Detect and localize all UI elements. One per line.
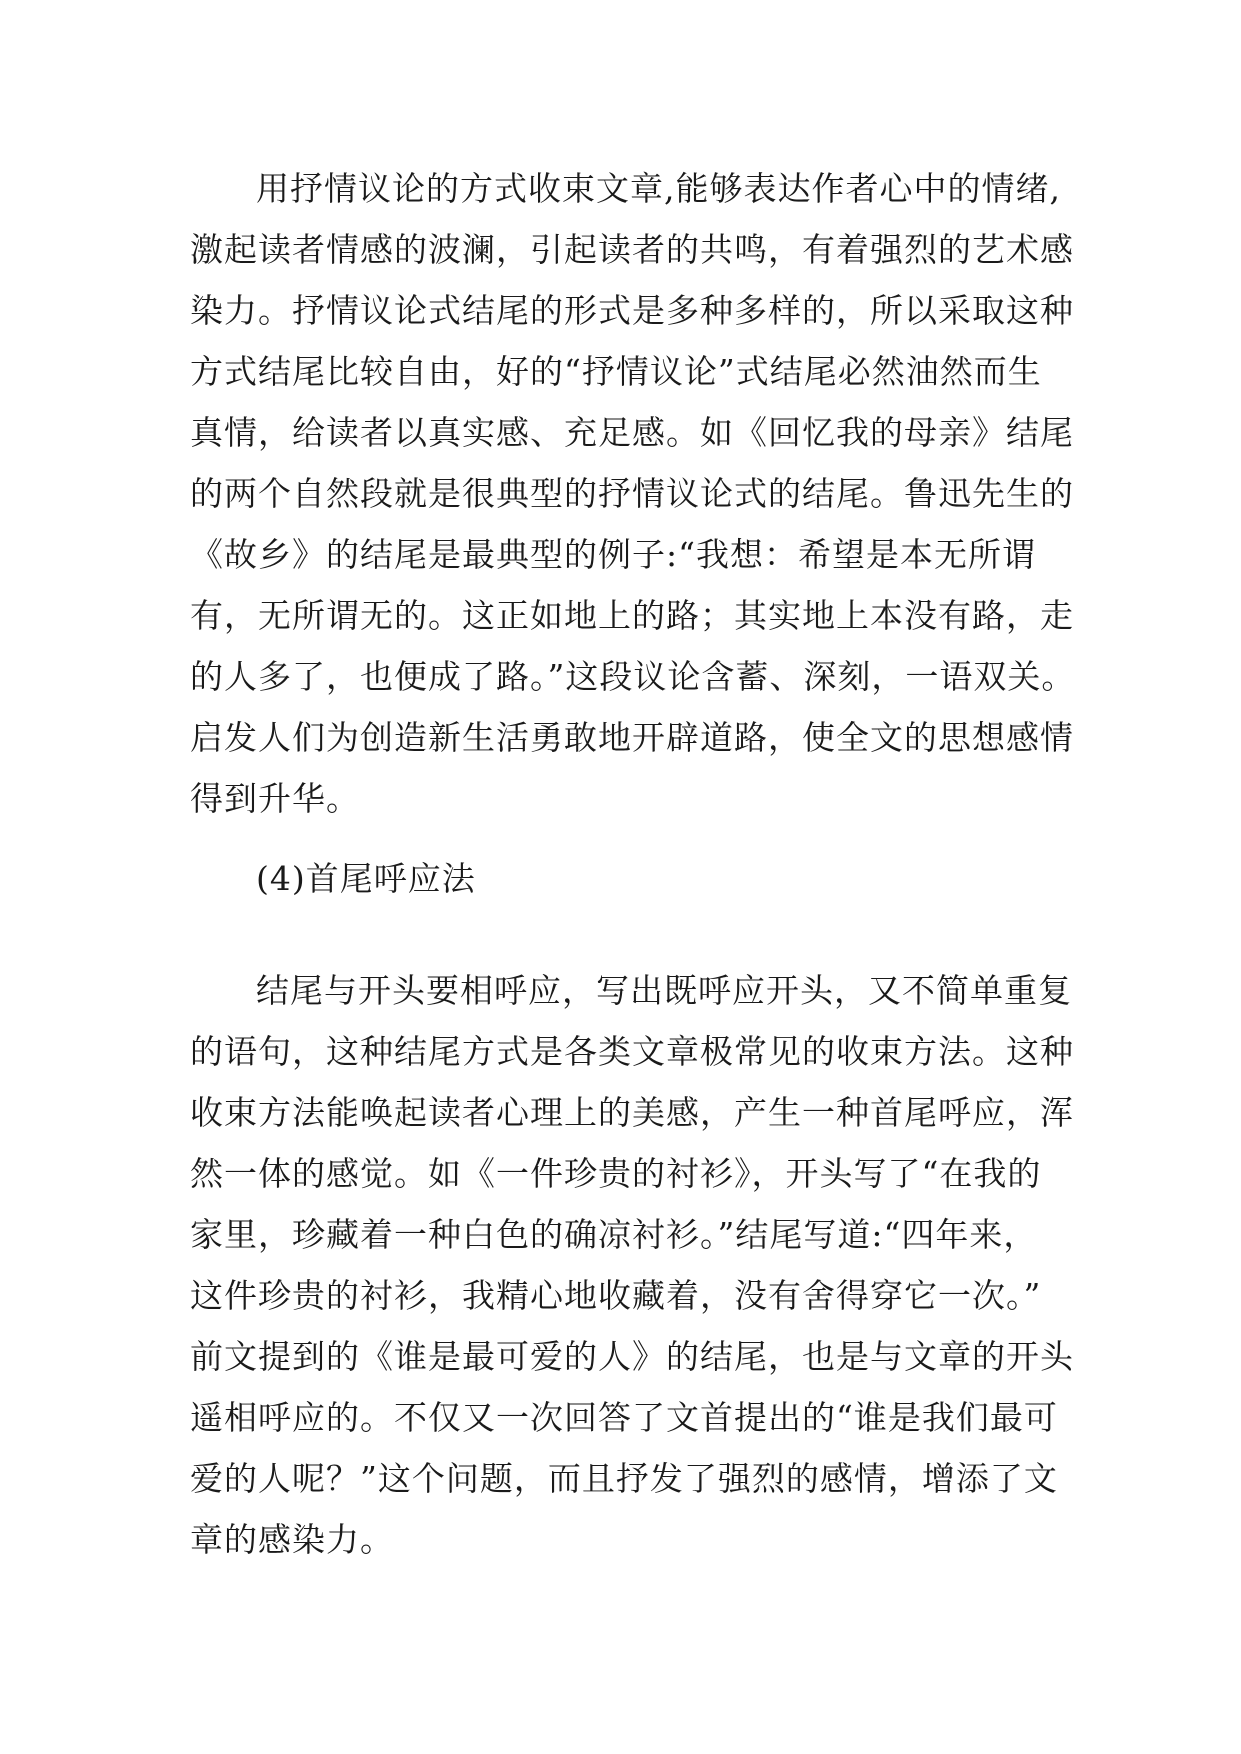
paragraph-line: 启发人们为创造新生活勇敢地开辟道路，使全文的思想感情 [190,718,1074,757]
paragraph-line: 家里，珍藏着一种白色的确凉衬衫。”结尾写道:“四年来， [190,1215,1038,1254]
paragraph-lyrical-discussion [190,158,1076,829]
paragraph-line: 方式结尾比较自由，好的“抒情议论”式结尾必然油然而生 [190,352,1042,391]
paragraph-line: 《故乡》的结尾是最典型的例子:“我想：希望是本无所谓 [190,535,1036,574]
paragraph-line: 用抒情议论的方式收束文章,能够表达作者心中的情绪, [256,169,1061,208]
paragraph-line: 章的感染力。 [190,1520,394,1559]
paragraph-line: 前文提到的《谁是最可爱的人》的结尾，也是与文章的开头 [190,1337,1074,1376]
paragraph-echo-method [190,960,1074,1570]
paragraph-line: 的语句，这种结尾方式是各类文章极常见的收束方法。这种 [190,1032,1074,1071]
section-heading [190,848,1070,909]
paragraph-line: 的两个自然段就是很典型的抒情议论式的结尾。鲁迅先生的 [190,474,1074,513]
paragraph-line: 爱的人呢？”这个问题，而且抒发了强烈的感情，增添了文 [190,1459,1058,1498]
paragraph-line: 激起读者情感的波澜，引起读者的共鸣，有着强烈的艺术感 [190,230,1074,269]
paragraph-line: 收束方法能唤起读者心理上的美感，产生一种首尾呼应，浑 [190,1093,1074,1132]
paragraph-line: 遥相呼应的。不仅又一次回答了文首提出的“谁是我们最可 [190,1398,1058,1437]
paragraph-line: 然一体的感觉。如《一件珍贵的衬衫》，开头写了“在我的 [190,1154,1042,1193]
paragraph-line: 真情，给读者以真实感、充足感。如《回忆我的母亲》结尾 [190,413,1074,452]
paragraph-line: 得到升华。 [190,779,360,818]
paragraph-line: 有，无所谓无的。这正如地上的路；其实地上本没有路，走 [190,596,1074,635]
paragraph-line: 的人多了，也便成了路。”这段议论含蓄、深刻，一语双关。 [190,657,1076,696]
paragraph-line: 这件珍贵的衬衫，我精心地收藏着，没有舍得穿它一次。” [190,1276,1042,1315]
paragraph-line: 结尾与开头要相呼应，写出既呼应开头，又不简单重复 [256,971,1072,1010]
paragraph-line: 染力。抒情议论式结尾的形式是多种多样的，所以采取这种 [190,291,1074,330]
section-heading-text: (4)首尾呼应法 [256,859,476,898]
